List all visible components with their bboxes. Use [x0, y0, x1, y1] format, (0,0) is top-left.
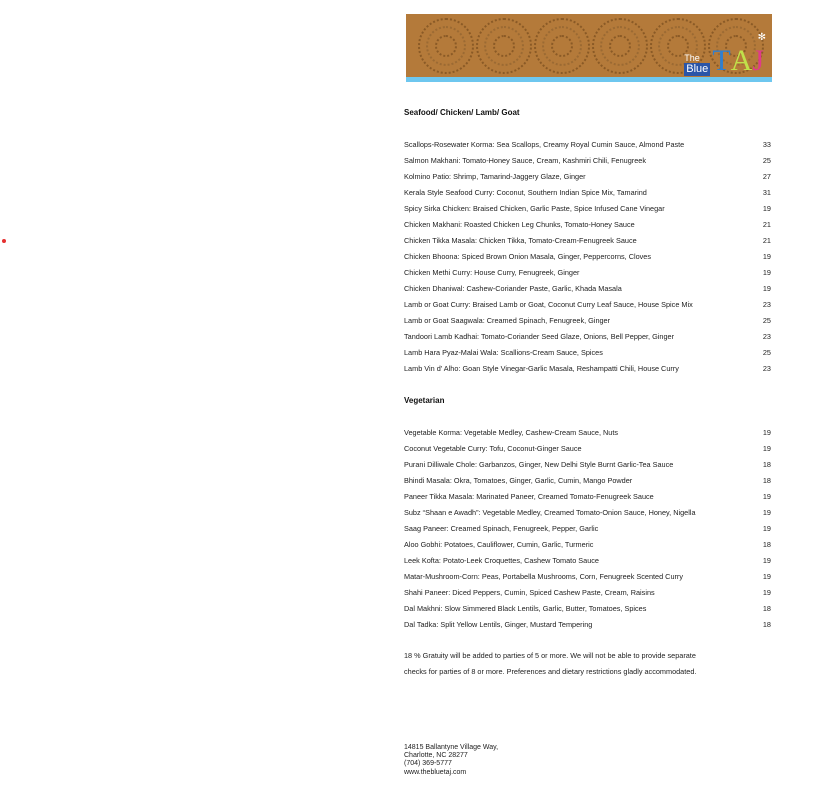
address-street: 14815 Ballantyne Village Way,	[404, 744, 499, 751]
menu-item	[404, 572, 771, 581]
dish-name: Leek Kofta: Potato-Leek Croquettes, Cashew Tomato Sauce	[404, 556, 599, 565]
dish-price: 18	[762, 620, 771, 629]
menu-item	[404, 268, 771, 277]
menu-item	[404, 188, 771, 197]
dish-price: 18	[762, 540, 771, 549]
contact-address	[404, 744, 498, 777]
menu-item	[404, 444, 771, 453]
dish-name: Chicken Tikka Masala: Chicken Tikka, Tomato-Cream-Fenugreek Sauce	[404, 236, 637, 245]
dish-name: Kolmino Patio: Shrimp, Tamarind-Jaggery Glaze, Ginger	[404, 172, 586, 181]
address-phone: (704) 369-5777	[404, 760, 452, 768]
menu-item	[404, 348, 771, 357]
dish-price: 19	[762, 204, 771, 213]
dish-name: Chicken Dhaniwal: Cashew-Coriander Paste, Garlic, Khada Masala	[404, 284, 622, 293]
section-title-nonveg: Seafood/ Chicken/ Lamb/ Goat	[404, 108, 520, 117]
menu-item	[404, 556, 771, 565]
dish-price: 33	[762, 140, 771, 149]
star-icon: ✻	[757, 32, 766, 43]
menu-item	[404, 620, 771, 629]
menu-item	[404, 332, 771, 341]
dish-price: 19	[762, 572, 771, 581]
dish-name: Aloo Gobhi: Potatoes, Cauliflower, Cumin, Garlic, Turmeric	[404, 540, 594, 549]
medallion-pattern	[418, 18, 474, 74]
dish-price: 27	[762, 172, 771, 181]
dish-price: 19	[762, 444, 771, 453]
dish-name: Chicken Methi Curry: House Curry, Fenugreek, Ginger	[404, 268, 580, 277]
gratuity-note-line: 18 % Gratuity will be added to parties of 5 or more. We will not be able to provide separate	[404, 651, 696, 660]
dish-price: 19	[762, 284, 771, 293]
dish-name: Chicken Bhoona: Spiced Brown Onion Masala, Ginger, Peppercorns, Cloves	[404, 252, 652, 261]
medallion-pattern	[476, 18, 532, 74]
menu-item	[404, 428, 771, 437]
dish-name: Tandoori Lamb Kadhai: Tomato-Coriander Seed Glaze, Onions, Bell Pepper, Ginger	[404, 332, 675, 341]
dish-price: 19	[762, 508, 771, 517]
dish-price: 23	[762, 364, 771, 373]
menu-item	[404, 252, 771, 261]
menu-item	[404, 604, 771, 613]
dish-price: 19	[762, 556, 771, 565]
dish-name: Saag Paneer: Creamed Spinach, Fenugreek, Pepper, Garlic	[404, 524, 599, 533]
menu-item	[404, 204, 771, 213]
gratuity-note-line: checks for parties of 8 or more. Preferences and dietary restrictions gladly accommodated.	[404, 667, 697, 676]
dish-price: 19	[762, 492, 771, 501]
banner-strip	[406, 77, 772, 82]
dish-price: 25	[762, 348, 771, 357]
menu-item	[404, 172, 771, 181]
dish-name: Shahi Paneer: Diced Peppers, Cumin, Spiced Cashew Paste, Cream, Raisins	[404, 588, 655, 597]
dish-price: 23	[762, 332, 771, 341]
menu-item	[404, 364, 771, 373]
menu-item	[404, 284, 771, 293]
menu-item	[404, 524, 771, 533]
dish-name: Lamb Vin d' Alho: Goan Style Vinegar-Garlic Masala, Reshampatti Chili, House Curry	[404, 364, 679, 373]
menu-item	[404, 588, 771, 597]
dish-price: 19	[762, 524, 771, 533]
menu-item	[404, 316, 771, 325]
dish-name: Chicken Makhani: Roasted Chicken Leg Chunks, Tomato-Honey Sauce	[404, 220, 635, 229]
dish-name: Dal Tadka: Split Yellow Lentils, Ginger, Mustard Tempering	[404, 620, 593, 629]
dish-price: 21	[762, 236, 771, 245]
menu-item	[404, 300, 771, 309]
address-city: Charlotte, NC 28277	[404, 752, 468, 760]
menu-item	[404, 140, 771, 149]
section-title-vegetarian: Vegetarian	[404, 396, 445, 405]
dish-price: 25	[762, 156, 771, 165]
dish-price: 19	[762, 252, 771, 261]
header-banner	[406, 14, 772, 82]
gratuity-note	[404, 648, 772, 680]
dish-price: 18	[762, 476, 771, 485]
dish-name: Dal Makhni: Slow Simmered Black Lentils, Garlic, Butter, Tomatoes, Spices	[404, 604, 647, 613]
dish-name: Paneer Tikka Masala: Marinated Paneer, Creamed Tomato-Fenugreek Sauce	[404, 492, 654, 501]
logo-taj: T A J	[712, 44, 764, 77]
dish-name: Subz “Shaan e Awadh”: Vegetable Medley, Creamed Tomato-Onion Sauce, Honey, Nigella	[404, 508, 696, 517]
dish-price: 18	[762, 604, 771, 613]
dish-name: Spicy Sirka Chicken: Braised Chicken, Garlic Paste, Spice Infused Cane Vinegar	[404, 204, 665, 213]
dish-price: 18	[762, 460, 771, 469]
dish-name: Lamb or Goat Curry: Braised Lamb or Goat, Coconut Curry Leaf Sauce, House Spice Mix	[404, 300, 693, 309]
logo-the: The	[684, 53, 700, 63]
marker-dot	[2, 239, 6, 243]
dish-name: Kerala Style Seafood Curry: Coconut, Southern Indian Spice Mix, Tamarind	[404, 188, 647, 197]
dish-name: Lamb Hara Pyaz-Malai Wala: Scallions-Cream Sauce, Spices	[404, 348, 603, 357]
dish-name: Salmon Makhani: Tomato-Honey Sauce, Cream, Kashmiri Chili, Fenugreek	[404, 156, 646, 165]
dish-price: 19	[762, 428, 771, 437]
menu-item	[404, 460, 771, 469]
menu-item	[404, 236, 771, 245]
dish-name: Matar-Mushroom-Corn: Peas, Portabella Mushrooms, Corn, Fenugreek Scented Curry	[404, 572, 684, 581]
dish-name: Lamb or Goat Saagwala: Creamed Spinach, Fenugreek, Ginger	[404, 316, 611, 325]
menu-item	[404, 540, 771, 549]
dish-price: 19	[762, 588, 771, 597]
menu-item	[404, 220, 771, 229]
dish-name: Bhindi Masala: Okra, Tomatoes, Ginger, Garlic, Cumin, Mango Powder	[404, 476, 633, 485]
medallion-pattern	[592, 18, 648, 74]
menu-item	[404, 508, 771, 517]
dish-price: 21	[762, 220, 771, 229]
dish-price: 31	[762, 188, 771, 197]
dish-name: Coconut Vegetable Curry: Tofu, Coconut-Ginger Sauce	[404, 444, 582, 453]
menu-item	[404, 492, 771, 501]
restaurant-logo	[684, 32, 766, 77]
dish-price: 25	[762, 316, 771, 325]
dish-price: 23	[762, 300, 771, 309]
logo-blue: Blue	[686, 63, 709, 75]
dish-name: Vegetable Korma: Vegetable Medley, Cashew-Cream Sauce, Nuts	[404, 428, 619, 437]
dish-name: Purani Dilliwale Chole: Garbanzos, Ginger, New Delhi Style Burnt Garlic-Tea Sauce	[404, 460, 674, 469]
dish-price: 19	[762, 268, 771, 277]
medallion-pattern	[534, 18, 590, 74]
menu-item	[404, 476, 771, 485]
dish-name: Scallops-Rosewater Korma: Sea Scallops, Creamy Royal Cumin Sauce, Almond Paste	[404, 140, 685, 149]
menu-item	[404, 156, 771, 165]
address-website: www.thebluetaj.com	[404, 768, 467, 776]
